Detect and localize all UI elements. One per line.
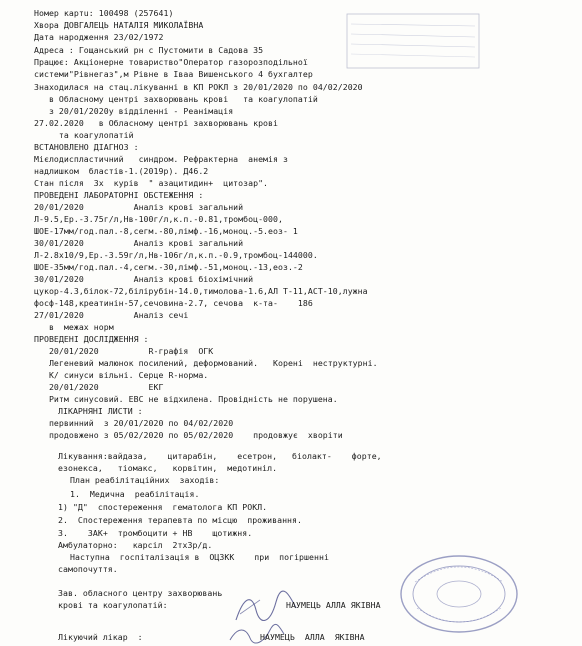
plan-item: 3. ЗАК+ тромбоцити + НВ щотижня. xyxy=(58,528,253,538)
sick-leave-line-1: первинний з 20/01/2020 по 04/02/2020 xyxy=(34,418,234,428)
lab-line: 27/01/2020 Аналіз сечі xyxy=(34,310,189,320)
diagnosis-line-1: Мієлодиспластичний синдром. Рефрактерна анемія з xyxy=(34,154,288,164)
round-seal xyxy=(395,552,523,636)
head-title-line-2: крові та коагулопатій: xyxy=(58,600,168,610)
research-line: Легеневий малюнок посилений, деформований. Корені неструктурні. xyxy=(34,358,378,368)
research-line: 20/01/2020 ЕКГ xyxy=(34,382,164,392)
next-hospitalization-line: Наступна госпіталізація в ОЦЗКК при погіршенні xyxy=(70,552,329,562)
lab-line: цукор-4.3,білок-72,білірубін-14.0,тимолова-1.6,АЛ Т-11,АСТ-10,лужна xyxy=(34,286,368,296)
doctor-name: НАУМЕЦЬ АЛЛА ЯКІВНА xyxy=(260,632,365,642)
stay-line-1: Знаходилася на стац.лікуванні в КП РОКЛ з 20/01/2020 по 04/02/2020 xyxy=(34,82,363,92)
sick-leave-heading: ЛІКАРНЯНІ ЛИСТИ : xyxy=(58,406,143,416)
treatment-line: Лікування:вайдаза, цитарабін, есетрон, біолакт- форте, xyxy=(58,451,382,461)
research-heading: ПРОВЕДЕНІ ДОСЛІДЖЕННЯ : xyxy=(34,334,149,344)
research-line: К/ синуси вільні. Серце R-норма. xyxy=(34,370,209,380)
research-line: Ритм синусовий. ЕВС не відхилена. Провідність не порушена. xyxy=(34,394,338,404)
stay-line-5: та коагулопатій xyxy=(34,130,134,140)
diagnosis-line-2: надлишком бластів-1.(2019р). Д46.2 xyxy=(34,166,209,176)
research-line: 20/01/2020 R-графія ОГК xyxy=(34,346,214,356)
diagnosis-heading: ВСТАНОВЛЕНО ДІАГНОЗ : xyxy=(34,142,139,152)
lab-line: 30/01/2020 Аналіз крові загальний xyxy=(34,238,244,248)
plan-item: 1) "Д" спостереження гематолога КП РОКЛ. xyxy=(58,502,268,512)
diagnosis-line-3: Стан після 3х курів " азацитидин+ цитозар". xyxy=(34,178,269,188)
plan-item: 1. Медична реабілітація. xyxy=(70,489,200,499)
lab-line: 30/01/2020 Аналіз крові біохімічний xyxy=(34,274,254,284)
lab-line: Л-2.8х10/9,Ер.-3.59г/л,Нв-106г/л,к.п.-0.9,тромбоц-144000. xyxy=(34,250,318,260)
work-line-2: системи"Рівнегаз",м Рівне в Іваа Вишенського 4 бухгалтер xyxy=(34,69,313,79)
outpatient-line: Амбулаторно: карсіл 2тх3р/д. xyxy=(58,540,213,550)
lab-line: фосф-148,креатинін-57,сечовина-2.7, сечова к-та- 186 xyxy=(34,298,313,308)
card-number: Номер картu: 100498 (257641) xyxy=(34,8,174,18)
stay-line-3: з 20/01/2020у відділенні - Реанімація xyxy=(34,106,234,116)
stay-line-4: 27.02.2020 в Обласному центрі захворювань крові xyxy=(34,118,278,128)
head-name: НАУМЕЦЬ АЛЛА ЯКІВНА xyxy=(286,600,381,610)
lab-heading: ПРОВЕДЕНІ ЛАБОРАТОРНІ ОБСТЕЖЕННЯ : xyxy=(34,190,204,200)
stay-line-2: в Обласному центрі захворювань крові та коагулопатій xyxy=(34,94,318,104)
lab-line: Л-9.5,Ер.-3.75г/л,Нв-100г/л,к.п.-0.81,тромбоц-000, xyxy=(34,214,283,224)
patient-name: Хвора ДОВГАЛЕЦЬ НАТАЛІЯ МИКОЛАЇВНА xyxy=(34,20,204,30)
head-title-line-1: Зав. обласного центру захворювань xyxy=(58,588,223,598)
plan-item: 2. Спостереження терапевта по місцю проживання. xyxy=(58,515,302,525)
work-line-1: Працює: Акціонерне товариство"Оператор газорозподільної xyxy=(34,57,308,67)
birth-date: Дата народження 23/02/1972 xyxy=(34,32,164,42)
sick-leave-line-2: продовжено з 05/02/2020 по 05/02/2020 продовжує хворіти xyxy=(34,430,343,440)
next-hospitalization-line-2: самопочуття. xyxy=(58,564,118,574)
doctor-label: Лікуючий лікар : xyxy=(58,632,143,642)
lab-line: ШОЕ-35мм/год.пал.-4,сегм.-30,лімф.-51,моноц.-13,еоз.-2 xyxy=(34,262,303,272)
corner-stamp xyxy=(345,10,485,72)
rehab-plan-heading: План реабілітаційних заходів: xyxy=(70,475,220,485)
treatment-line: езонекса, тіомакс, корвітин, медотиніл. xyxy=(58,463,278,473)
lab-line: ШОЕ-17мм/год.пал.-8,сегм.-80,лімф.-16,моноц.-5.еоз- 1 xyxy=(34,226,298,236)
address: Адреса : Гощанський рн с Пустомити в Садова 35 xyxy=(34,45,264,55)
lab-line: в межах норм xyxy=(34,322,114,332)
lab-line: 20/01/2020 Аналіз крові загальний xyxy=(34,202,244,212)
